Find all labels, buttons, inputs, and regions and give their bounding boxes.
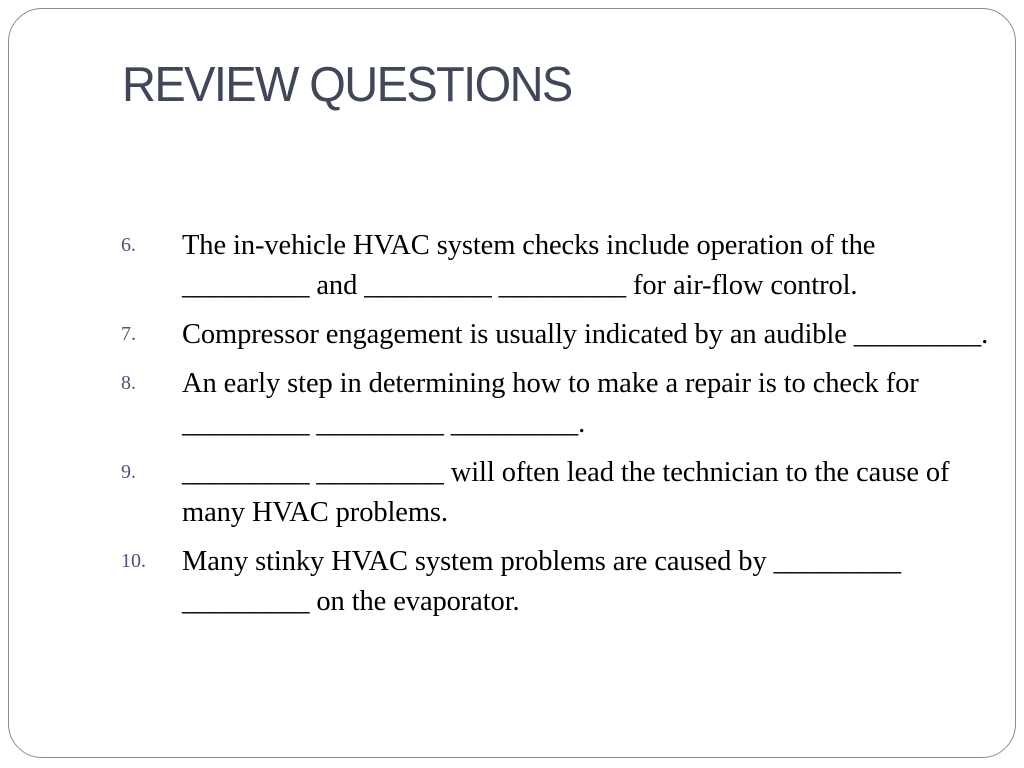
question-item	[121, 315, 991, 355]
question-text: Compressor engagement is usually indicated by an audible _________.	[182, 319, 989, 350]
question-item	[121, 453, 991, 533]
question-list	[121, 226, 991, 631]
question-number: 6.	[121, 234, 136, 256]
question-text: An early step in determining how to make a repair is to check for _________ _________ _________.	[182, 368, 919, 439]
question-number: 9.	[121, 461, 136, 483]
question-number: 7.	[121, 323, 136, 345]
question-item	[121, 364, 991, 444]
slide-title: REVIEW QUESTIONS	[122, 56, 572, 112]
question-text: Many stinky HVAC system problems are caused by _________ _________ on the evaporator.	[182, 546, 901, 617]
slide-frame	[8, 8, 1016, 758]
question-text: The in-vehicle HVAC system checks include operation of the _________ and _________ _________ for air-flow control.	[182, 230, 876, 301]
question-number: 10.	[121, 550, 146, 572]
question-item	[121, 226, 991, 306]
question-item	[121, 542, 991, 622]
question-text: _________ _________ will often lead the technician to the cause of many HVAC problems.	[182, 457, 950, 528]
question-number: 8.	[121, 372, 136, 394]
